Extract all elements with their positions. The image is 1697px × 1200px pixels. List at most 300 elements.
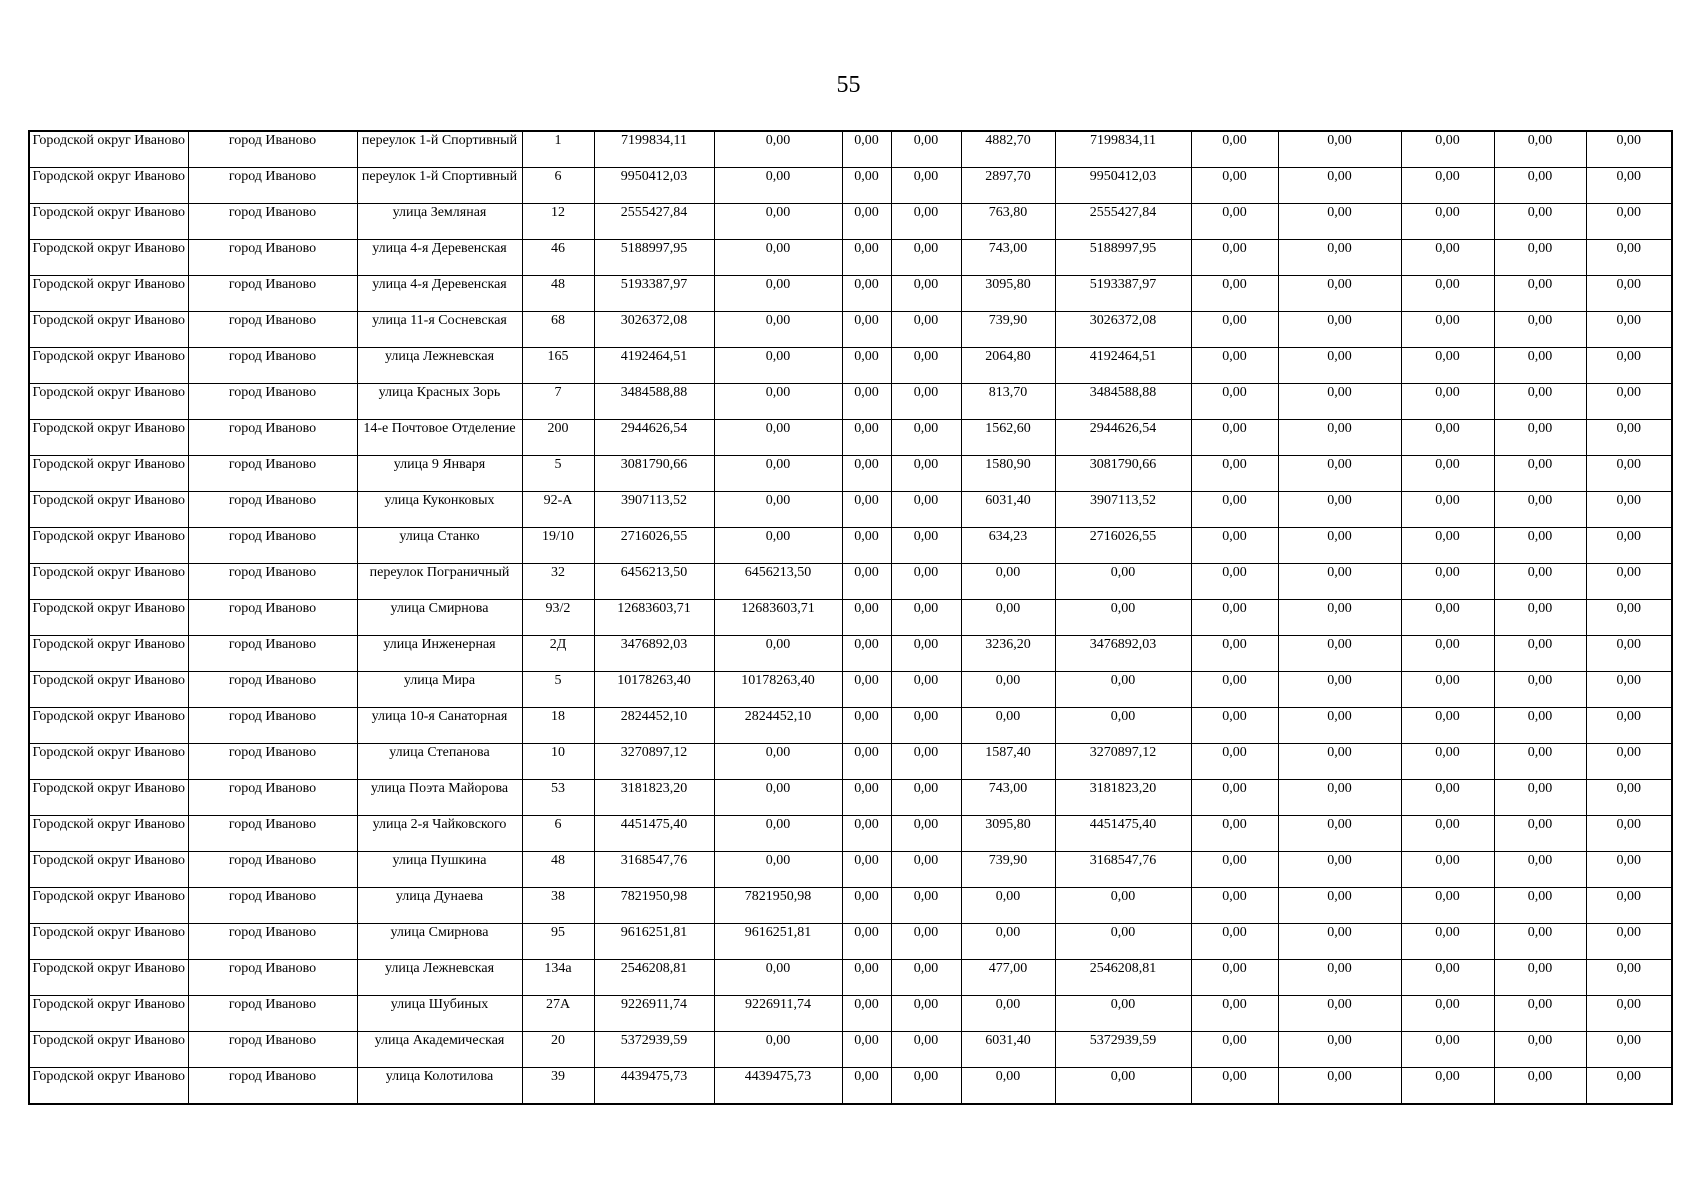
cell-extra-5: 0,00 bbox=[1586, 348, 1672, 384]
cell-extra-2: 0,00 bbox=[1278, 708, 1401, 744]
cell-house: 2Д bbox=[522, 636, 594, 672]
cell-extra-4: 0,00 bbox=[1494, 131, 1586, 168]
cell-district: Городской округ Иваново bbox=[29, 744, 188, 780]
cell-area-m2: 3236,20 bbox=[961, 636, 1055, 672]
cell-extra-5: 0,00 bbox=[1586, 131, 1672, 168]
cell-settlement: город Иваново bbox=[188, 456, 357, 492]
cell-repair-systems: 0,00 bbox=[1055, 600, 1191, 636]
cell-extra-3: 0,00 bbox=[1401, 348, 1494, 384]
cell-extra-2: 0,00 bbox=[1278, 348, 1401, 384]
cell-extra-5: 0,00 bbox=[1586, 168, 1672, 204]
cell-total-cost: 2944626,54 bbox=[594, 420, 714, 456]
cell-area-m2: 743,00 bbox=[961, 780, 1055, 816]
cell-repair-facade: 0,00 bbox=[842, 744, 891, 780]
table-row bbox=[29, 420, 1672, 456]
cell-street: улица Земляная bbox=[357, 204, 522, 240]
cell-extra-4: 0,00 bbox=[1494, 996, 1586, 1032]
cell-area-m2: 0,00 bbox=[961, 672, 1055, 708]
cell-district: Городской округ Иваново bbox=[29, 924, 188, 960]
table-body bbox=[29, 131, 1672, 1104]
cell-repair-roof: 0,00 bbox=[714, 384, 842, 420]
cell-repair-facade: 0,00 bbox=[842, 456, 891, 492]
cell-repair-basement: 0,00 bbox=[891, 312, 961, 348]
cell-house: 7 bbox=[522, 384, 594, 420]
table-row bbox=[29, 131, 1672, 168]
cell-total-cost: 7199834,11 bbox=[594, 131, 714, 168]
cell-extra-4: 0,00 bbox=[1494, 240, 1586, 276]
cell-total-cost: 3270897,12 bbox=[594, 744, 714, 780]
cell-house: 10 bbox=[522, 744, 594, 780]
cell-repair-systems: 3484588,88 bbox=[1055, 384, 1191, 420]
cell-house: 5 bbox=[522, 456, 594, 492]
cell-total-cost: 2716026,55 bbox=[594, 528, 714, 564]
cell-area-m2: 4882,70 bbox=[961, 131, 1055, 168]
cell-extra-5: 0,00 bbox=[1586, 384, 1672, 420]
cell-extra-5: 0,00 bbox=[1586, 1068, 1672, 1105]
cell-repair-roof: 0,00 bbox=[714, 168, 842, 204]
cell-repair-facade: 0,00 bbox=[842, 996, 891, 1032]
table-row bbox=[29, 924, 1672, 960]
cell-extra-3: 0,00 bbox=[1401, 564, 1494, 600]
cell-extra-1: 0,00 bbox=[1191, 600, 1278, 636]
cell-extra-4: 0,00 bbox=[1494, 816, 1586, 852]
cell-repair-basement: 0,00 bbox=[891, 131, 961, 168]
cell-settlement: город Иваново bbox=[188, 780, 357, 816]
cell-extra-5: 0,00 bbox=[1586, 456, 1672, 492]
cell-repair-roof: 0,00 bbox=[714, 852, 842, 888]
cell-extra-2: 0,00 bbox=[1278, 240, 1401, 276]
cell-repair-facade: 0,00 bbox=[842, 348, 891, 384]
cell-repair-systems: 0,00 bbox=[1055, 1068, 1191, 1105]
cell-street: улица Дунаева bbox=[357, 888, 522, 924]
cell-repair-basement: 0,00 bbox=[891, 780, 961, 816]
cell-extra-4: 0,00 bbox=[1494, 492, 1586, 528]
cell-settlement: город Иваново bbox=[188, 564, 357, 600]
cell-settlement: город Иваново bbox=[188, 528, 357, 564]
cell-extra-5: 0,00 bbox=[1586, 672, 1672, 708]
cell-repair-basement: 0,00 bbox=[891, 276, 961, 312]
cell-area-m2: 763,80 bbox=[961, 204, 1055, 240]
cell-repair-systems: 3081790,66 bbox=[1055, 456, 1191, 492]
cell-repair-systems: 5193387,97 bbox=[1055, 276, 1191, 312]
cell-district: Городской округ Иваново bbox=[29, 780, 188, 816]
cell-extra-1: 0,00 bbox=[1191, 1032, 1278, 1068]
cell-house: 53 bbox=[522, 780, 594, 816]
cell-repair-facade: 0,00 bbox=[842, 420, 891, 456]
table-row bbox=[29, 1068, 1672, 1105]
cell-area-m2: 0,00 bbox=[961, 600, 1055, 636]
cell-district: Городской округ Иваново bbox=[29, 276, 188, 312]
cell-repair-roof: 7821950,98 bbox=[714, 888, 842, 924]
cell-total-cost: 7821950,98 bbox=[594, 888, 714, 924]
cell-extra-3: 0,00 bbox=[1401, 168, 1494, 204]
cell-street: переулок 1-й Спортивный bbox=[357, 168, 522, 204]
cell-settlement: город Иваново bbox=[188, 492, 357, 528]
cell-extra-1: 0,00 bbox=[1191, 564, 1278, 600]
table-row bbox=[29, 528, 1672, 564]
cell-extra-4: 0,00 bbox=[1494, 852, 1586, 888]
cell-repair-roof: 0,00 bbox=[714, 816, 842, 852]
cell-repair-systems: 2716026,55 bbox=[1055, 528, 1191, 564]
cell-repair-facade: 0,00 bbox=[842, 852, 891, 888]
cell-repair-basement: 0,00 bbox=[891, 204, 961, 240]
cell-extra-2: 0,00 bbox=[1278, 312, 1401, 348]
cell-street: улица Шубиных bbox=[357, 996, 522, 1032]
cell-repair-systems: 2555427,84 bbox=[1055, 204, 1191, 240]
cell-repair-basement: 0,00 bbox=[891, 816, 961, 852]
cell-total-cost: 9950412,03 bbox=[594, 168, 714, 204]
cell-settlement: город Иваново bbox=[188, 672, 357, 708]
cell-street: улица Станко bbox=[357, 528, 522, 564]
cell-extra-4: 0,00 bbox=[1494, 420, 1586, 456]
cell-extra-3: 0,00 bbox=[1401, 888, 1494, 924]
cell-repair-facade: 0,00 bbox=[842, 131, 891, 168]
cell-extra-1: 0,00 bbox=[1191, 744, 1278, 780]
cell-district: Городской округ Иваново bbox=[29, 888, 188, 924]
cell-extra-4: 0,00 bbox=[1494, 636, 1586, 672]
cell-total-cost: 4439475,73 bbox=[594, 1068, 714, 1105]
cell-extra-4: 0,00 bbox=[1494, 456, 1586, 492]
cell-house: 6 bbox=[522, 816, 594, 852]
cell-total-cost: 3168547,76 bbox=[594, 852, 714, 888]
cell-extra-4: 0,00 bbox=[1494, 888, 1586, 924]
cell-extra-4: 0,00 bbox=[1494, 708, 1586, 744]
cell-repair-roof: 0,00 bbox=[714, 420, 842, 456]
cell-settlement: город Иваново bbox=[188, 960, 357, 996]
cell-repair-basement: 0,00 bbox=[891, 420, 961, 456]
cell-repair-roof: 0,00 bbox=[714, 960, 842, 996]
cell-repair-roof: 0,00 bbox=[714, 780, 842, 816]
cell-extra-2: 0,00 bbox=[1278, 780, 1401, 816]
cell-repair-facade: 0,00 bbox=[842, 816, 891, 852]
cell-extra-4: 0,00 bbox=[1494, 672, 1586, 708]
cell-extra-1: 0,00 bbox=[1191, 816, 1278, 852]
cell-area-m2: 813,70 bbox=[961, 384, 1055, 420]
cell-total-cost: 4451475,40 bbox=[594, 816, 714, 852]
cell-extra-2: 0,00 bbox=[1278, 996, 1401, 1032]
table-row bbox=[29, 312, 1672, 348]
cell-repair-basement: 0,00 bbox=[891, 240, 961, 276]
cell-repair-facade: 0,00 bbox=[842, 960, 891, 996]
cell-repair-basement: 0,00 bbox=[891, 348, 961, 384]
cell-settlement: город Иваново bbox=[188, 636, 357, 672]
table-row bbox=[29, 204, 1672, 240]
cell-repair-basement: 0,00 bbox=[891, 852, 961, 888]
cell-repair-basement: 0,00 bbox=[891, 960, 961, 996]
cell-area-m2: 1587,40 bbox=[961, 744, 1055, 780]
cell-extra-2: 0,00 bbox=[1278, 456, 1401, 492]
cell-repair-systems: 4192464,51 bbox=[1055, 348, 1191, 384]
cell-extra-1: 0,00 bbox=[1191, 348, 1278, 384]
cell-extra-2: 0,00 bbox=[1278, 168, 1401, 204]
cell-repair-roof: 0,00 bbox=[714, 1032, 842, 1068]
cell-repair-basement: 0,00 bbox=[891, 384, 961, 420]
cell-district: Городской округ Иваново bbox=[29, 312, 188, 348]
cell-settlement: город Иваново bbox=[188, 600, 357, 636]
cell-repair-systems: 3181823,20 bbox=[1055, 780, 1191, 816]
cell-repair-basement: 0,00 bbox=[891, 492, 961, 528]
cell-repair-roof: 0,00 bbox=[714, 348, 842, 384]
cell-repair-basement: 0,00 bbox=[891, 564, 961, 600]
cell-total-cost: 2546208,81 bbox=[594, 960, 714, 996]
cell-house: 1 bbox=[522, 131, 594, 168]
cell-total-cost: 3181823,20 bbox=[594, 780, 714, 816]
cell-extra-5: 0,00 bbox=[1586, 996, 1672, 1032]
cell-settlement: город Иваново bbox=[188, 312, 357, 348]
cell-extra-3: 0,00 bbox=[1401, 240, 1494, 276]
table-row bbox=[29, 240, 1672, 276]
cell-extra-5: 0,00 bbox=[1586, 600, 1672, 636]
cell-extra-2: 0,00 bbox=[1278, 1032, 1401, 1068]
cell-total-cost: 12683603,71 bbox=[594, 600, 714, 636]
cell-district: Городской округ Иваново bbox=[29, 708, 188, 744]
cell-street: улица Куконковых bbox=[357, 492, 522, 528]
cell-repair-facade: 0,00 bbox=[842, 204, 891, 240]
cell-extra-1: 0,00 bbox=[1191, 924, 1278, 960]
cell-extra-4: 0,00 bbox=[1494, 276, 1586, 312]
cell-area-m2: 2064,80 bbox=[961, 348, 1055, 384]
cell-extra-2: 0,00 bbox=[1278, 131, 1401, 168]
cell-repair-systems: 0,00 bbox=[1055, 888, 1191, 924]
table-row bbox=[29, 996, 1672, 1032]
cell-house: 48 bbox=[522, 276, 594, 312]
cell-extra-4: 0,00 bbox=[1494, 384, 1586, 420]
cell-district: Городской округ Иваново bbox=[29, 420, 188, 456]
cell-settlement: город Иваново bbox=[188, 276, 357, 312]
cell-repair-roof: 0,00 bbox=[714, 456, 842, 492]
cell-total-cost: 3484588,88 bbox=[594, 384, 714, 420]
cell-repair-systems: 0,00 bbox=[1055, 996, 1191, 1032]
cell-settlement: город Иваново bbox=[188, 384, 357, 420]
cell-street: улица Смирнова bbox=[357, 600, 522, 636]
cell-repair-basement: 0,00 bbox=[891, 456, 961, 492]
cell-extra-4: 0,00 bbox=[1494, 168, 1586, 204]
cell-extra-1: 0,00 bbox=[1191, 312, 1278, 348]
table-row bbox=[29, 384, 1672, 420]
cell-extra-4: 0,00 bbox=[1494, 744, 1586, 780]
cell-district: Городской округ Иваново bbox=[29, 960, 188, 996]
cell-extra-5: 0,00 bbox=[1586, 744, 1672, 780]
cell-extra-5: 0,00 bbox=[1586, 888, 1672, 924]
cell-repair-facade: 0,00 bbox=[842, 276, 891, 312]
cell-repair-basement: 0,00 bbox=[891, 924, 961, 960]
cell-extra-3: 0,00 bbox=[1401, 600, 1494, 636]
cell-district: Городской округ Иваново bbox=[29, 204, 188, 240]
cell-area-m2: 0,00 bbox=[961, 1068, 1055, 1105]
cell-repair-basement: 0,00 bbox=[891, 528, 961, 564]
cell-settlement: город Иваново bbox=[188, 420, 357, 456]
cell-repair-facade: 0,00 bbox=[842, 240, 891, 276]
cell-area-m2: 739,90 bbox=[961, 312, 1055, 348]
cell-total-cost: 6456213,50 bbox=[594, 564, 714, 600]
cell-extra-3: 0,00 bbox=[1401, 1068, 1494, 1105]
cell-house: 92-А bbox=[522, 492, 594, 528]
cell-extra-5: 0,00 bbox=[1586, 276, 1672, 312]
cell-repair-systems: 3026372,08 bbox=[1055, 312, 1191, 348]
cell-repair-systems: 0,00 bbox=[1055, 708, 1191, 744]
cell-extra-5: 0,00 bbox=[1586, 240, 1672, 276]
cell-area-m2: 477,00 bbox=[961, 960, 1055, 996]
cell-repair-facade: 0,00 bbox=[842, 1068, 891, 1105]
cell-extra-3: 0,00 bbox=[1401, 852, 1494, 888]
cell-area-m2: 0,00 bbox=[961, 888, 1055, 924]
cell-extra-2: 0,00 bbox=[1278, 384, 1401, 420]
cell-house: 39 bbox=[522, 1068, 594, 1105]
cell-repair-systems: 0,00 bbox=[1055, 924, 1191, 960]
cell-total-cost: 4192464,51 bbox=[594, 348, 714, 384]
cell-repair-roof: 2824452,10 bbox=[714, 708, 842, 744]
cell-area-m2: 0,00 bbox=[961, 996, 1055, 1032]
cell-settlement: город Иваново bbox=[188, 708, 357, 744]
cell-extra-2: 0,00 bbox=[1278, 744, 1401, 780]
cell-settlement: город Иваново bbox=[188, 888, 357, 924]
cell-area-m2: 1562,60 bbox=[961, 420, 1055, 456]
repair-register-table bbox=[28, 130, 1673, 1105]
cell-street: 14-е Почтовое Отделение bbox=[357, 420, 522, 456]
cell-repair-roof: 0,00 bbox=[714, 492, 842, 528]
cell-repair-systems: 0,00 bbox=[1055, 564, 1191, 600]
cell-area-m2: 0,00 bbox=[961, 708, 1055, 744]
table-row bbox=[29, 744, 1672, 780]
cell-repair-roof: 0,00 bbox=[714, 744, 842, 780]
cell-street: улица 11-я Сосневская bbox=[357, 312, 522, 348]
cell-repair-roof: 0,00 bbox=[714, 276, 842, 312]
cell-district: Городской округ Иваново bbox=[29, 348, 188, 384]
cell-house: 200 bbox=[522, 420, 594, 456]
cell-repair-facade: 0,00 bbox=[842, 168, 891, 204]
table-row bbox=[29, 636, 1672, 672]
cell-total-cost: 5193387,97 bbox=[594, 276, 714, 312]
cell-repair-basement: 0,00 bbox=[891, 168, 961, 204]
cell-district: Городской округ Иваново bbox=[29, 528, 188, 564]
cell-street: улица 2-я Чайковского bbox=[357, 816, 522, 852]
cell-extra-1: 0,00 bbox=[1191, 1068, 1278, 1105]
cell-extra-3: 0,00 bbox=[1401, 456, 1494, 492]
cell-extra-1: 0,00 bbox=[1191, 204, 1278, 240]
cell-house: 12 bbox=[522, 204, 594, 240]
cell-repair-roof: 4439475,73 bbox=[714, 1068, 842, 1105]
cell-repair-roof: 10178263,40 bbox=[714, 672, 842, 708]
cell-street: переулок Пограничный bbox=[357, 564, 522, 600]
cell-total-cost: 9226911,74 bbox=[594, 996, 714, 1032]
cell-settlement: город Иваново bbox=[188, 1032, 357, 1068]
cell-area-m2: 3095,80 bbox=[961, 816, 1055, 852]
cell-repair-facade: 0,00 bbox=[842, 312, 891, 348]
cell-extra-2: 0,00 bbox=[1278, 924, 1401, 960]
cell-street: улица Степанова bbox=[357, 744, 522, 780]
table-row bbox=[29, 456, 1672, 492]
cell-extra-3: 0,00 bbox=[1401, 276, 1494, 312]
cell-street: улица Колотилова bbox=[357, 1068, 522, 1105]
cell-extra-1: 0,00 bbox=[1191, 420, 1278, 456]
cell-repair-roof: 0,00 bbox=[714, 240, 842, 276]
cell-district: Городской округ Иваново bbox=[29, 240, 188, 276]
cell-house: 46 bbox=[522, 240, 594, 276]
table-row bbox=[29, 168, 1672, 204]
cell-extra-2: 0,00 bbox=[1278, 636, 1401, 672]
cell-repair-facade: 0,00 bbox=[842, 600, 891, 636]
table-row bbox=[29, 816, 1672, 852]
cell-extra-4: 0,00 bbox=[1494, 564, 1586, 600]
cell-house: 95 bbox=[522, 924, 594, 960]
cell-extra-4: 0,00 bbox=[1494, 960, 1586, 996]
cell-repair-facade: 0,00 bbox=[842, 492, 891, 528]
cell-house: 20 bbox=[522, 1032, 594, 1068]
cell-repair-facade: 0,00 bbox=[842, 708, 891, 744]
cell-extra-4: 0,00 bbox=[1494, 312, 1586, 348]
cell-extra-2: 0,00 bbox=[1278, 672, 1401, 708]
cell-district: Городской округ Иваново bbox=[29, 131, 188, 168]
cell-extra-5: 0,00 bbox=[1586, 960, 1672, 996]
cell-district: Городской округ Иваново bbox=[29, 996, 188, 1032]
cell-repair-systems: 2944626,54 bbox=[1055, 420, 1191, 456]
cell-street: улица 9 Января bbox=[357, 456, 522, 492]
cell-house: 165 bbox=[522, 348, 594, 384]
cell-extra-5: 0,00 bbox=[1586, 708, 1672, 744]
cell-extra-5: 0,00 bbox=[1586, 528, 1672, 564]
cell-extra-4: 0,00 bbox=[1494, 600, 1586, 636]
cell-district: Городской округ Иваново bbox=[29, 600, 188, 636]
cell-extra-1: 0,00 bbox=[1191, 456, 1278, 492]
cell-extra-3: 0,00 bbox=[1401, 960, 1494, 996]
cell-street: улица Красных Зорь bbox=[357, 384, 522, 420]
cell-settlement: город Иваново bbox=[188, 348, 357, 384]
cell-extra-3: 0,00 bbox=[1401, 672, 1494, 708]
cell-repair-systems: 4451475,40 bbox=[1055, 816, 1191, 852]
cell-repair-roof: 9616251,81 bbox=[714, 924, 842, 960]
cell-house: 48 bbox=[522, 852, 594, 888]
cell-settlement: город Иваново bbox=[188, 924, 357, 960]
cell-extra-3: 0,00 bbox=[1401, 708, 1494, 744]
cell-extra-1: 0,00 bbox=[1191, 168, 1278, 204]
cell-district: Городской округ Иваново bbox=[29, 1068, 188, 1105]
cell-repair-facade: 0,00 bbox=[842, 636, 891, 672]
cell-repair-roof: 0,00 bbox=[714, 636, 842, 672]
cell-house: 19/10 bbox=[522, 528, 594, 564]
cell-street: улица Мира bbox=[357, 672, 522, 708]
cell-street: улица Академическая bbox=[357, 1032, 522, 1068]
cell-street: улица 4-я Деревенская bbox=[357, 276, 522, 312]
cell-repair-systems: 3476892,03 bbox=[1055, 636, 1191, 672]
cell-extra-5: 0,00 bbox=[1586, 852, 1672, 888]
cell-extra-4: 0,00 bbox=[1494, 780, 1586, 816]
cell-house: 32 bbox=[522, 564, 594, 600]
cell-extra-4: 0,00 bbox=[1494, 528, 1586, 564]
cell-repair-basement: 0,00 bbox=[891, 600, 961, 636]
cell-repair-systems: 2546208,81 bbox=[1055, 960, 1191, 996]
cell-extra-3: 0,00 bbox=[1401, 384, 1494, 420]
cell-repair-facade: 0,00 bbox=[842, 888, 891, 924]
cell-area-m2: 3095,80 bbox=[961, 276, 1055, 312]
cell-house: 68 bbox=[522, 312, 594, 348]
table-row bbox=[29, 276, 1672, 312]
table-row bbox=[29, 1032, 1672, 1068]
page-number: 55 bbox=[836, 72, 861, 98]
cell-extra-1: 0,00 bbox=[1191, 240, 1278, 276]
cell-extra-4: 0,00 bbox=[1494, 924, 1586, 960]
cell-repair-roof: 9226911,74 bbox=[714, 996, 842, 1032]
cell-extra-1: 0,00 bbox=[1191, 131, 1278, 168]
cell-extra-3: 0,00 bbox=[1401, 816, 1494, 852]
cell-repair-systems: 0,00 bbox=[1055, 672, 1191, 708]
table-row bbox=[29, 708, 1672, 744]
cell-total-cost: 3476892,03 bbox=[594, 636, 714, 672]
cell-repair-basement: 0,00 bbox=[891, 1032, 961, 1068]
cell-settlement: город Иваново bbox=[188, 744, 357, 780]
cell-repair-systems: 3168547,76 bbox=[1055, 852, 1191, 888]
table-row bbox=[29, 852, 1672, 888]
cell-repair-basement: 0,00 bbox=[891, 744, 961, 780]
